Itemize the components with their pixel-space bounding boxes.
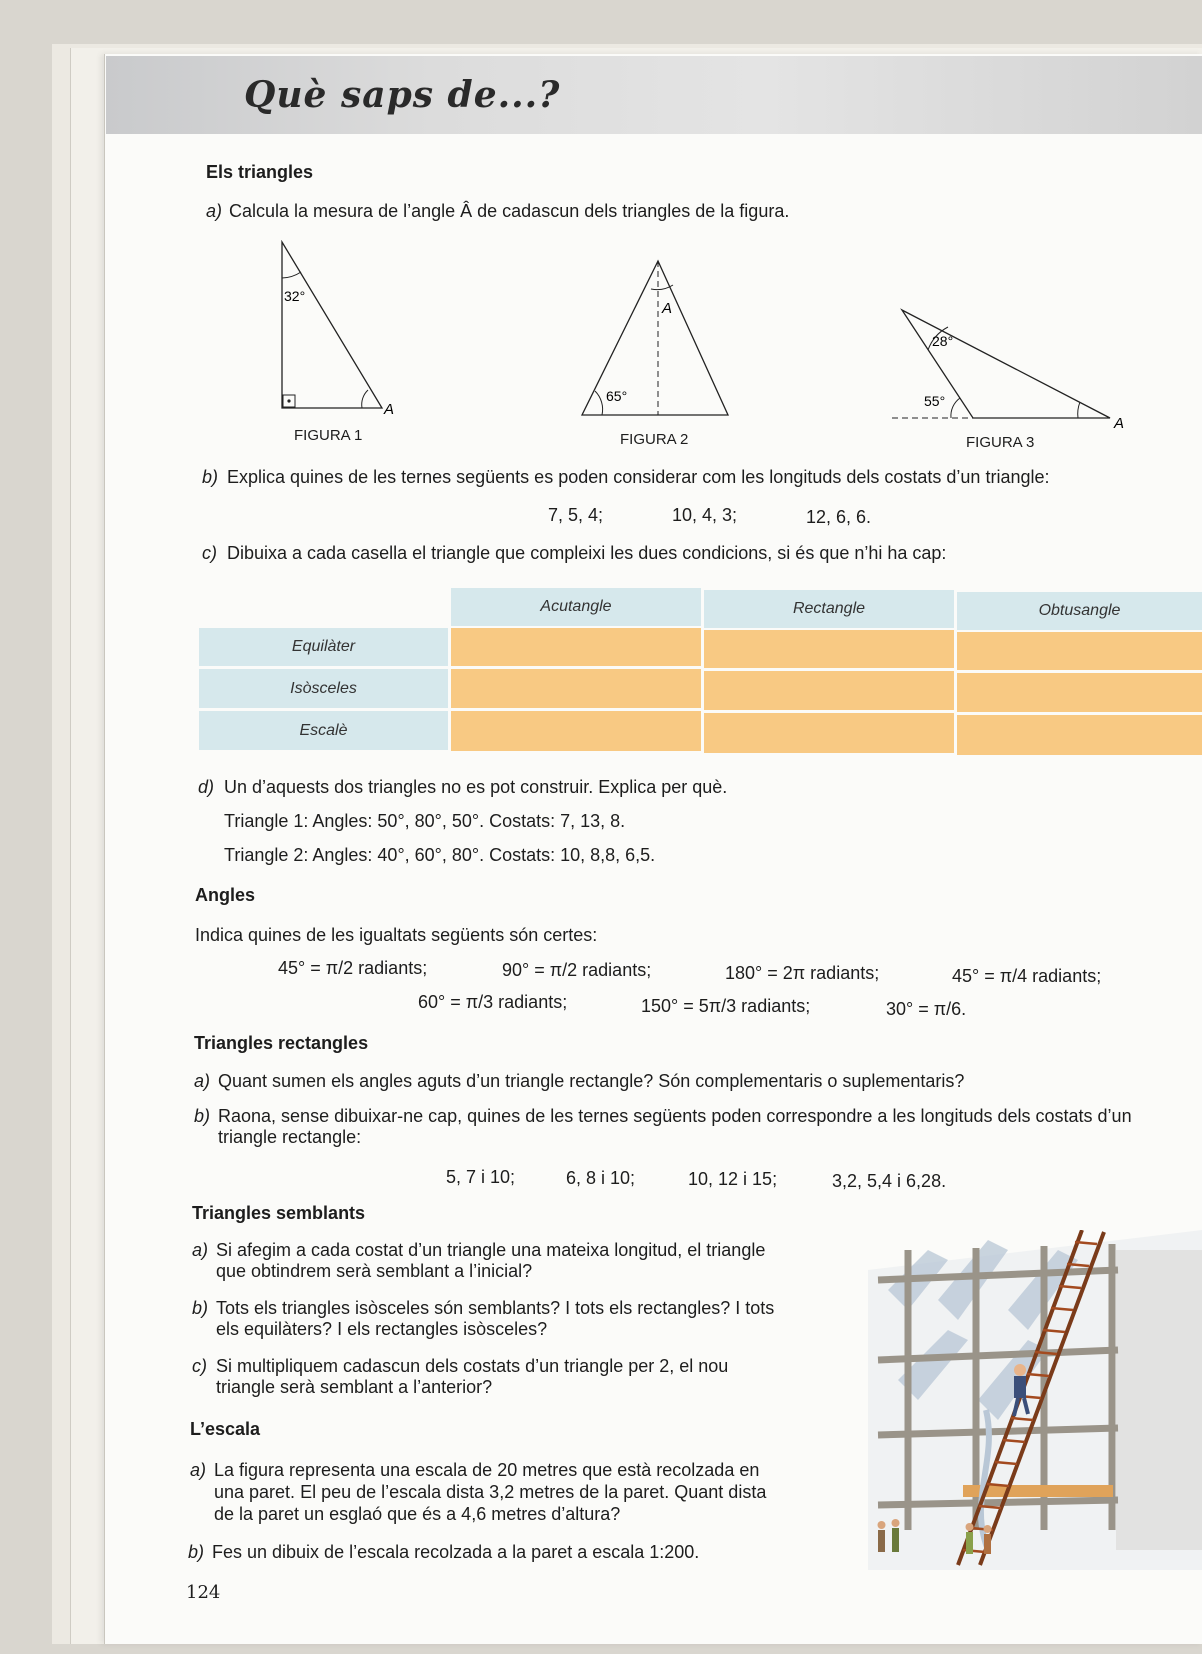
item-a-label: a) — [192, 1240, 209, 1260]
right-triple: 5, 7 i 10; — [446, 1167, 516, 1187]
item-b-line-2: triangle rectangle: — [218, 1127, 362, 1147]
table-cell[interactable] — [451, 669, 701, 708]
figure-1-label: FIGURA 1 — [294, 427, 363, 444]
item-b-line-1: Tots els triangles isòsceles són semblants? I tots els rectangles? I tots — [216, 1298, 775, 1318]
triangle-classification-table — [199, 588, 1202, 758]
figure-3-angle-28: 28° — [932, 333, 954, 349]
figure-1-angle-32: 32° — [284, 288, 306, 304]
table-col-header: Acutangle — [451, 588, 701, 626]
item-a-label: a) — [190, 1460, 207, 1480]
item-c-line-2: triangle serà semblant a l’anterior? — [216, 1377, 493, 1397]
item-a-line-3: de la paret un esglaó que és a 4,6 metres d’altura? — [214, 1504, 621, 1524]
figure-3-triangle — [888, 300, 1138, 440]
title-banner — [106, 56, 1202, 134]
table-cell[interactable] — [451, 711, 701, 751]
item-a-line-1: Si afegim a cada costat d’un triangle una mateixa longitud, el triangle — [216, 1240, 766, 1260]
angle-equation: 180° = 2π radiants; — [725, 963, 880, 983]
right-triple: 6, 8 i 10; — [566, 1168, 636, 1188]
table-cell[interactable] — [704, 713, 954, 753]
item-b-line-2: els equilàters? I els rectangles isòsceles? — [216, 1319, 548, 1339]
table-row-header: Equilàter — [199, 628, 448, 666]
item-b-label: b) — [188, 1542, 205, 1562]
figure-1-triangle — [270, 240, 420, 440]
item-d-line-2: Triangle 2: Angles: 40°, 60°, 80°. Costats: 10, 8,8, 6,5. — [224, 845, 656, 865]
item-b-text: Explica quines de les ternes següents es poden considerar com les longituds dels costats d’un triangle: — [227, 467, 1050, 487]
table-cell[interactable] — [451, 628, 701, 666]
table-cell[interactable] — [957, 715, 1202, 755]
angle-equation: 60° = π/3 radiants; — [418, 992, 568, 1012]
table-col-header: Obtusangle — [957, 592, 1202, 630]
item-b-text: Fes un dibuix de l’escala recolzada a la paret a escala 1:200. — [212, 1542, 700, 1562]
item-a-line-1: La figura representa una escala de 20 metres que està recolzada en — [214, 1460, 760, 1480]
item-d-line-1: Triangle 1: Angles: 50°, 80°, 50°. Costats: 7, 13, 8. — [224, 811, 626, 831]
item-b-label: b) — [194, 1106, 211, 1126]
figure-2-label: FIGURA 2 — [620, 431, 689, 448]
table-cell[interactable] — [704, 630, 954, 668]
item-a-line-2: que obtindrem serà semblant a l’inicial? — [216, 1261, 533, 1281]
item-d-text: Un d’aquests dos triangles no es pot construir. Explica per què. — [224, 777, 728, 797]
section-heading-ladder: L’escala — [190, 1419, 261, 1439]
item-a-label: a) — [194, 1071, 211, 1091]
figure-2-angle-a: A — [662, 300, 673, 317]
item-b-label: b) — [192, 1298, 209, 1318]
triple-2: 10, 4, 3; — [672, 505, 738, 525]
angle-equation: 90° = π/2 radiants; — [502, 960, 652, 980]
table-cell[interactable] — [957, 632, 1202, 670]
angle-equation: 30° = π/6. — [886, 999, 967, 1019]
figure-3-angle-55: 55° — [924, 393, 946, 409]
item-c-line-1: Si multipliquem cadascun dels costats d’un triangle per 2, el nou — [216, 1356, 729, 1376]
figure-2-triangle — [578, 255, 738, 435]
item-d-label: d) — [198, 777, 215, 797]
table-col-header: Rectangle — [704, 590, 954, 628]
ladder-illustration — [868, 1230, 1202, 1570]
banner-title: Què saps de...? — [244, 74, 561, 116]
item-c-label: c) — [192, 1356, 207, 1376]
section-heading-right-triangles: Triangles rectangles — [194, 1033, 369, 1053]
figure-3-angle-a: A — [1114, 415, 1125, 432]
triple-3: 12, 6, 6. — [806, 507, 872, 527]
item-a-label: a) — [206, 201, 223, 221]
table-cell[interactable] — [957, 673, 1202, 712]
section-heading-similar-triangles: Triangles semblants — [192, 1203, 366, 1223]
page-number: 124 — [186, 1582, 221, 1603]
item-c-label: c) — [202, 543, 217, 563]
item-a-text: Quant sumen els angles aguts d’un triangle rectangle? Són complementaris o suplementaris? — [218, 1071, 965, 1091]
figure-1-angle-a: A — [384, 401, 395, 418]
angle-equation: 45° = π/4 radiants; — [952, 966, 1102, 986]
angles-intro: Indica quines de les igualtats següents són certes: — [195, 925, 598, 945]
angle-equation: 45° = π/2 radiants; — [278, 958, 428, 978]
item-c-text: Dibuixa a cada casella el triangle que compleixi les dues condicions, si és que n’hi ha cap: — [227, 543, 947, 563]
right-triple: 3,2, 5,4 i 6,28. — [832, 1171, 947, 1191]
item-a-line-2: una paret. El peu de l’escala dista 3,2 metres de la paret. Quant dista — [214, 1482, 767, 1502]
section-heading-angles: Angles — [195, 885, 256, 905]
item-b-line-1: Raona, sense dibuixar-ne cap, quines de les ternes següents poden correspondre a les longituds dels costats d’un — [218, 1106, 1132, 1126]
item-b-label: b) — [202, 467, 219, 487]
item-a-text: Calcula la mesura de l’angle Â de cadascun dels triangles de la figura. — [229, 201, 790, 221]
right-triple: 10, 12 i 15; — [688, 1169, 778, 1189]
table-cell[interactable] — [704, 671, 954, 710]
angle-equation: 150° = 5π/3 radiants; — [641, 996, 811, 1016]
figure-3-label: FIGURA 3 — [966, 434, 1035, 451]
triple-1: 7, 5, 4; — [548, 505, 604, 525]
table-row-header: Isòsceles — [199, 669, 448, 708]
table-row-header: Escalè — [199, 711, 448, 750]
figure-2-angle-65: 65° — [606, 388, 628, 404]
section-heading-triangles: Els triangles — [206, 162, 314, 182]
